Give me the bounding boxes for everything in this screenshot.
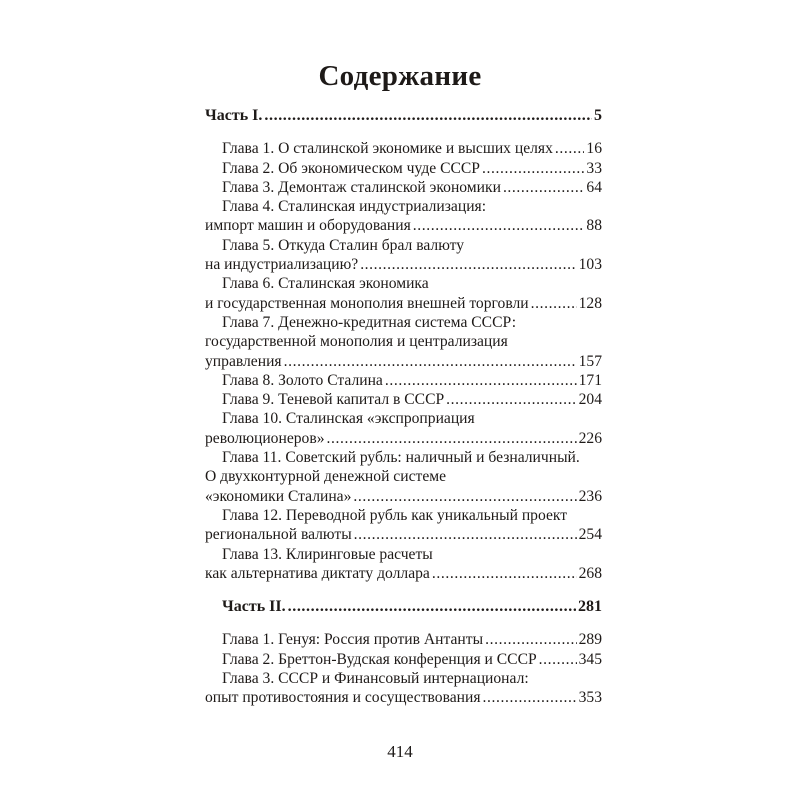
chapter-page: 64 bbox=[586, 178, 602, 196]
page-title: Содержание bbox=[318, 60, 482, 92]
chapter-page: 16 bbox=[586, 140, 602, 158]
chapter-title: Глава 3. СССР и Финансовый интернационал: bbox=[222, 670, 529, 688]
leader-dots bbox=[264, 106, 592, 125]
toc-entry-line[interactable] bbox=[205, 525, 602, 544]
part-page: 5 bbox=[594, 107, 602, 124]
part-label: Часть I. bbox=[205, 107, 263, 124]
chapter-title: Глава 6. Сталинская экономика bbox=[222, 275, 429, 293]
chapter-page: 204 bbox=[578, 391, 602, 409]
chapter-title: Глава 11. Советский рубль: наличный и безналичный. bbox=[222, 449, 580, 467]
leader-dots bbox=[483, 688, 577, 707]
toc-entry-line[interactable] bbox=[205, 669, 602, 688]
chapter-title: Глава 1. О сталинской экономике и высших целях bbox=[222, 140, 553, 158]
toc-entry-line[interactable] bbox=[205, 506, 602, 525]
chapter-page: 88 bbox=[586, 217, 602, 235]
toc-entry-line[interactable] bbox=[205, 630, 602, 649]
chapter-page: 236 bbox=[578, 487, 602, 505]
chapter-title: Глава 5. Откуда Сталин брал валюту bbox=[222, 236, 465, 254]
chapter-title: импорт машин и оборудования bbox=[205, 217, 411, 235]
leader-dots bbox=[413, 216, 585, 235]
chapter-title: Глава 13. Клиринговые расчеты bbox=[222, 545, 433, 563]
chapter-page: 254 bbox=[578, 526, 602, 544]
chapter-title: революционеров» bbox=[205, 429, 325, 447]
part-1-chapters bbox=[205, 139, 602, 583]
chapter-title: Глава 4. Сталинская индустриализация: bbox=[222, 198, 487, 216]
chapter-page: 268 bbox=[578, 564, 602, 582]
chapter-title: «экономики Сталина» bbox=[205, 487, 352, 505]
toc-entry-line[interactable] bbox=[205, 294, 602, 313]
chapter-title: Глава 12. Переводной рубль как уникальный проект bbox=[222, 506, 568, 524]
toc-entry-line[interactable] bbox=[205, 313, 602, 332]
chapter-page: 33 bbox=[586, 159, 602, 177]
leader-dots bbox=[353, 487, 576, 506]
toc-entry-line[interactable] bbox=[205, 159, 602, 178]
toc-entry-line[interactable] bbox=[205, 332, 602, 351]
leader-dots bbox=[288, 597, 576, 616]
leader-dots bbox=[555, 139, 585, 158]
chapter-page: 289 bbox=[578, 631, 602, 649]
chapter-title: и государственная монополия внешней торговли bbox=[205, 294, 529, 312]
toc-entry-line[interactable] bbox=[205, 487, 602, 506]
leader-dots bbox=[531, 294, 577, 313]
chapter-title: опыт противостояния и сосуществования bbox=[205, 689, 481, 707]
leader-dots bbox=[446, 390, 576, 409]
toc-entry-line[interactable] bbox=[205, 216, 602, 235]
part-2-chapters bbox=[205, 630, 602, 707]
page-number: 414 bbox=[387, 742, 413, 761]
toc-entry-line[interactable] bbox=[205, 448, 602, 467]
chapter-title: государственной монополия и централизация bbox=[205, 333, 508, 351]
toc-entry-line[interactable] bbox=[205, 352, 602, 371]
toc-entry-line[interactable] bbox=[205, 409, 602, 428]
chapter-title: управления bbox=[205, 352, 282, 370]
toc-entry-line[interactable] bbox=[205, 274, 602, 293]
table-of-contents bbox=[205, 106, 602, 708]
chapter-title: как альтернатива диктату доллара bbox=[205, 564, 430, 582]
chapter-title: Глава 9. Теневой капитал в СССР bbox=[222, 391, 445, 409]
leader-dots bbox=[327, 429, 577, 448]
chapter-page: 353 bbox=[578, 689, 602, 707]
leader-dots bbox=[539, 650, 577, 669]
toc-entry-line[interactable] bbox=[205, 650, 602, 669]
chapter-title: Глава 2. Об экономическом чуде СССР bbox=[222, 159, 480, 177]
toc-entry-line[interactable] bbox=[205, 197, 602, 216]
toc-part-2[interactable] bbox=[205, 597, 602, 616]
leader-dots bbox=[432, 564, 577, 583]
chapter-title: Глава 1. Генуя: Россия против Антанты bbox=[222, 631, 484, 649]
toc-entry-line[interactable] bbox=[205, 429, 602, 448]
toc-entry-line[interactable] bbox=[205, 255, 602, 274]
chapter-page: 103 bbox=[578, 256, 602, 274]
toc-entry-line[interactable] bbox=[205, 688, 602, 707]
toc-part-1[interactable] bbox=[205, 106, 602, 125]
leader-dots bbox=[482, 159, 584, 178]
chapter-page: 157 bbox=[578, 352, 602, 370]
leader-dots bbox=[354, 525, 577, 544]
toc-entry-line[interactable] bbox=[205, 467, 602, 486]
chapter-title: О двухконтурной денежной системе bbox=[205, 468, 447, 486]
toc-entry-line[interactable] bbox=[205, 139, 602, 158]
toc-entry-line[interactable] bbox=[205, 371, 602, 390]
leader-dots bbox=[503, 178, 584, 197]
chapter-title: Глава 7. Денежно-кредитная система СССР: bbox=[222, 313, 517, 331]
part-page: 281 bbox=[578, 598, 602, 616]
chapter-title: Глава 3. Демонтаж сталинской экономики bbox=[222, 178, 501, 196]
leader-dots bbox=[485, 630, 577, 649]
leader-dots bbox=[360, 255, 576, 274]
chapter-page: 226 bbox=[578, 429, 602, 447]
chapter-title: на индустриализацию? bbox=[205, 256, 359, 274]
toc-entry-line[interactable] bbox=[205, 390, 602, 409]
chapter-page: 345 bbox=[578, 650, 602, 668]
part-label: Часть II. bbox=[222, 598, 286, 616]
toc-entry-line[interactable] bbox=[205, 178, 602, 197]
leader-dots bbox=[385, 371, 577, 390]
chapter-page: 171 bbox=[578, 371, 602, 389]
chapter-title: региональной валюты bbox=[205, 526, 352, 544]
chapter-page: 128 bbox=[578, 294, 602, 312]
leader-dots bbox=[284, 352, 577, 371]
toc-entry-line[interactable] bbox=[205, 236, 602, 255]
toc-entry-line[interactable] bbox=[205, 564, 602, 583]
toc-entry-line[interactable] bbox=[205, 545, 602, 564]
chapter-title: Глава 10. Сталинская «экспроприация bbox=[222, 410, 475, 428]
chapter-title: Глава 8. Золото Сталина bbox=[222, 371, 383, 389]
chapter-title: Глава 2. Бреттон-Вудская конференция и СССР bbox=[222, 650, 537, 668]
